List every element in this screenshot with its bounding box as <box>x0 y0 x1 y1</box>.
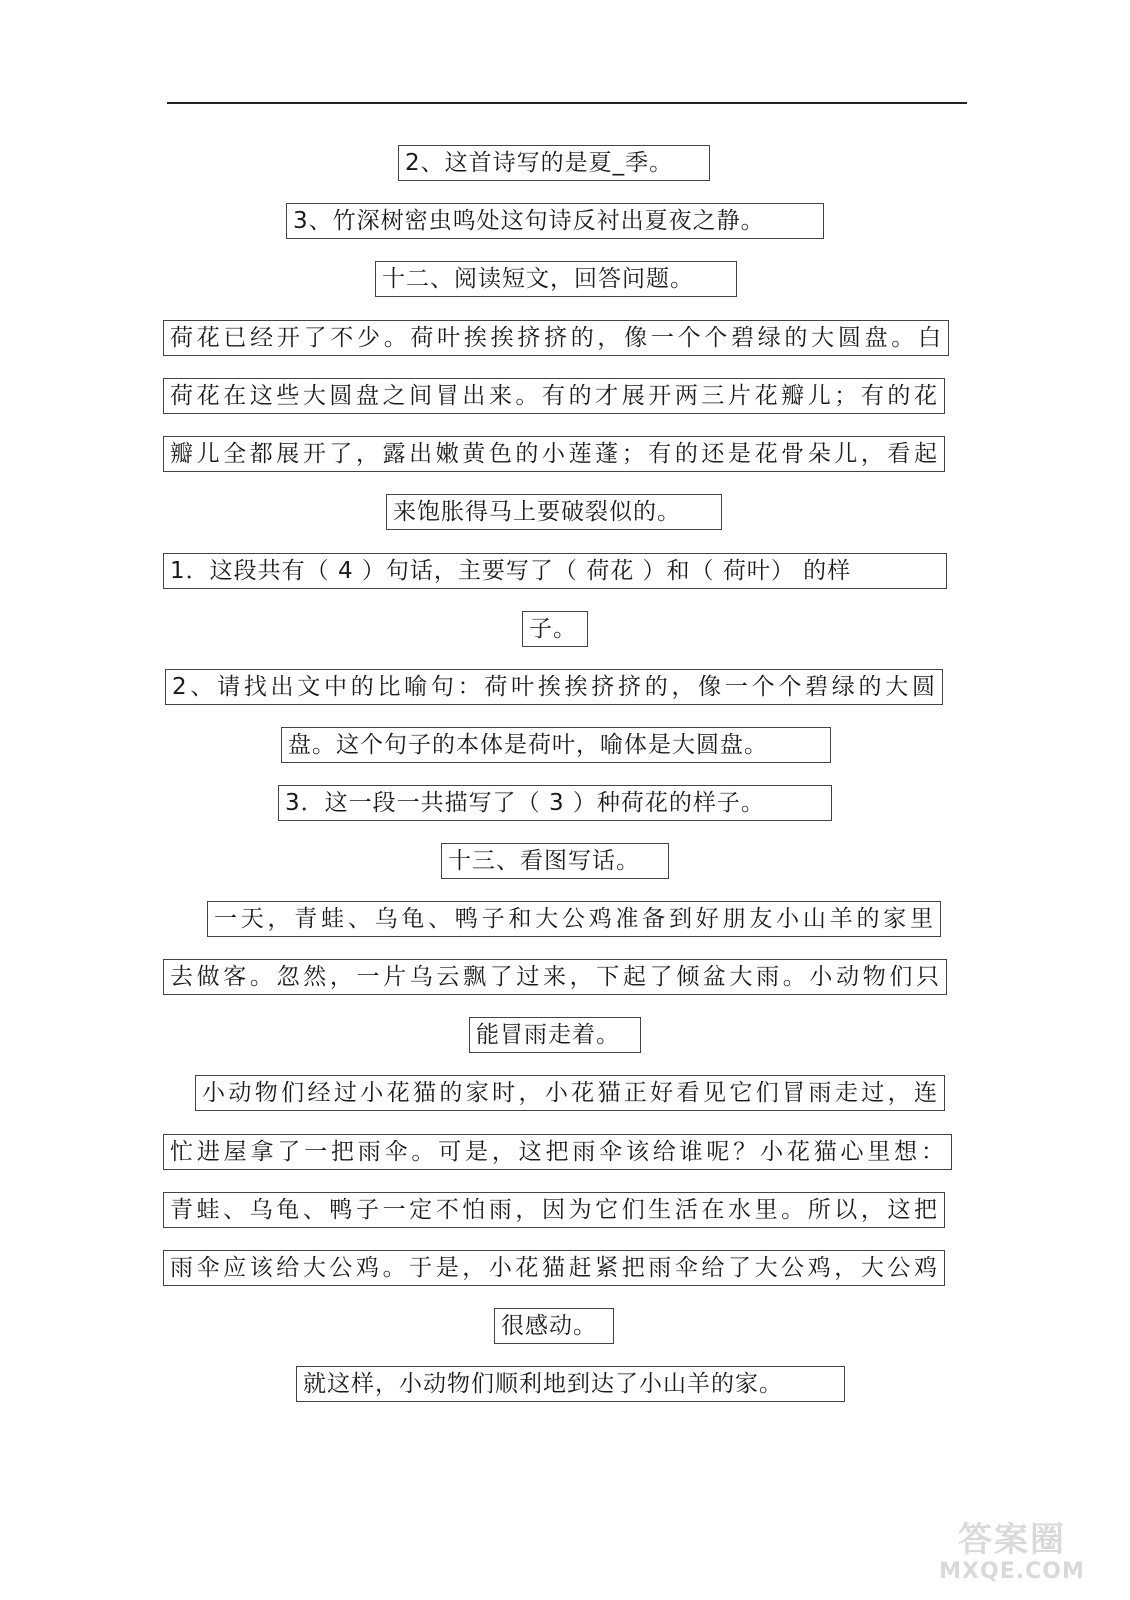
story-p3-line-1: 就这样，小动物们顺利地到达了小山羊的家。 <box>296 1366 845 1402</box>
passage-line-3: 瓣儿全都展开了，露出嫩黄色的小莲蓬；有的还是花骨朵儿，看起 <box>163 436 945 472</box>
question-2-line-1: 2、请找出文中的比喻句：荷叶挨挨挤挤的，像一个个碧绿的大圆 <box>165 669 943 705</box>
story-p2-line-4: 雨伞应该给大公鸡。于是，小花猫赶紧把雨伞给了大公鸡，大公鸡 <box>163 1250 945 1286</box>
question-3-line: 3．这一段一共描写了（ 3 ）种荷花的样子。 <box>278 785 832 821</box>
story-p2-line-1: 小动物们经过小花猫的家时，小花猫正好看见它们冒雨走过，连 <box>195 1075 945 1111</box>
section-heading-picture-writing: 十三、看图写话。 <box>441 843 669 879</box>
story-p2-line-2: 忙进屋拿了一把雨伞。可是，这把雨伞该给谁呢？小花猫心里想： <box>163 1134 952 1170</box>
watermark-site-text: MXQE.COM <box>939 1559 1085 1584</box>
header-rule <box>167 102 967 104</box>
passage-line-4: 来饱胀得马上要破裂似的。 <box>386 494 722 530</box>
story-p1-line-3: 能冒雨走着。 <box>469 1017 641 1053</box>
story-p2-line-3: 青蛙、乌龟、鸭子一定不怕雨，因为它们生活在水里。所以，这把 <box>163 1192 945 1228</box>
watermark-logo-text: 答案圈 <box>958 1520 1066 1560</box>
story-p1-line-2: 去做客。忽然，一片乌云飘了过来，下起了倾盆大雨。小动物们只 <box>163 959 947 995</box>
section-heading-reading: 十二、阅读短文，回答问题。 <box>375 261 737 297</box>
story-p2-line-5: 很感动。 <box>494 1308 614 1344</box>
answer-line-poem-contrast: 3、竹深树密虫鸣处这句诗反衬出夏夜之静。 <box>286 203 824 239</box>
passage-line-1: 荷花已经开了不少。荷叶挨挨挤挤的，像一个个碧绿的大圆盘。白 <box>163 320 949 356</box>
answer-line-season: 2、这首诗写的是夏_季。 <box>398 145 710 181</box>
question-1-line-2: 子。 <box>522 611 588 647</box>
question-1-line-1: 1．这段共有（ 4 ）句话，主要写了（ 荷花 ）和（ 荷叶） 的样 <box>163 553 947 589</box>
question-2-line-2: 盘。这个句子的本体是荷叶，喻体是大圆盘。 <box>281 727 831 763</box>
passage-line-2: 荷花在这些大圆盘之间冒出来。有的才展开两三片花瓣儿；有的花 <box>163 378 945 414</box>
story-p1-line-1: 一天，青蛙、乌龟、鸭子和大公鸡准备到好朋友小山羊的家里 <box>207 901 941 937</box>
watermark-logo <box>932 1520 1092 1590</box>
